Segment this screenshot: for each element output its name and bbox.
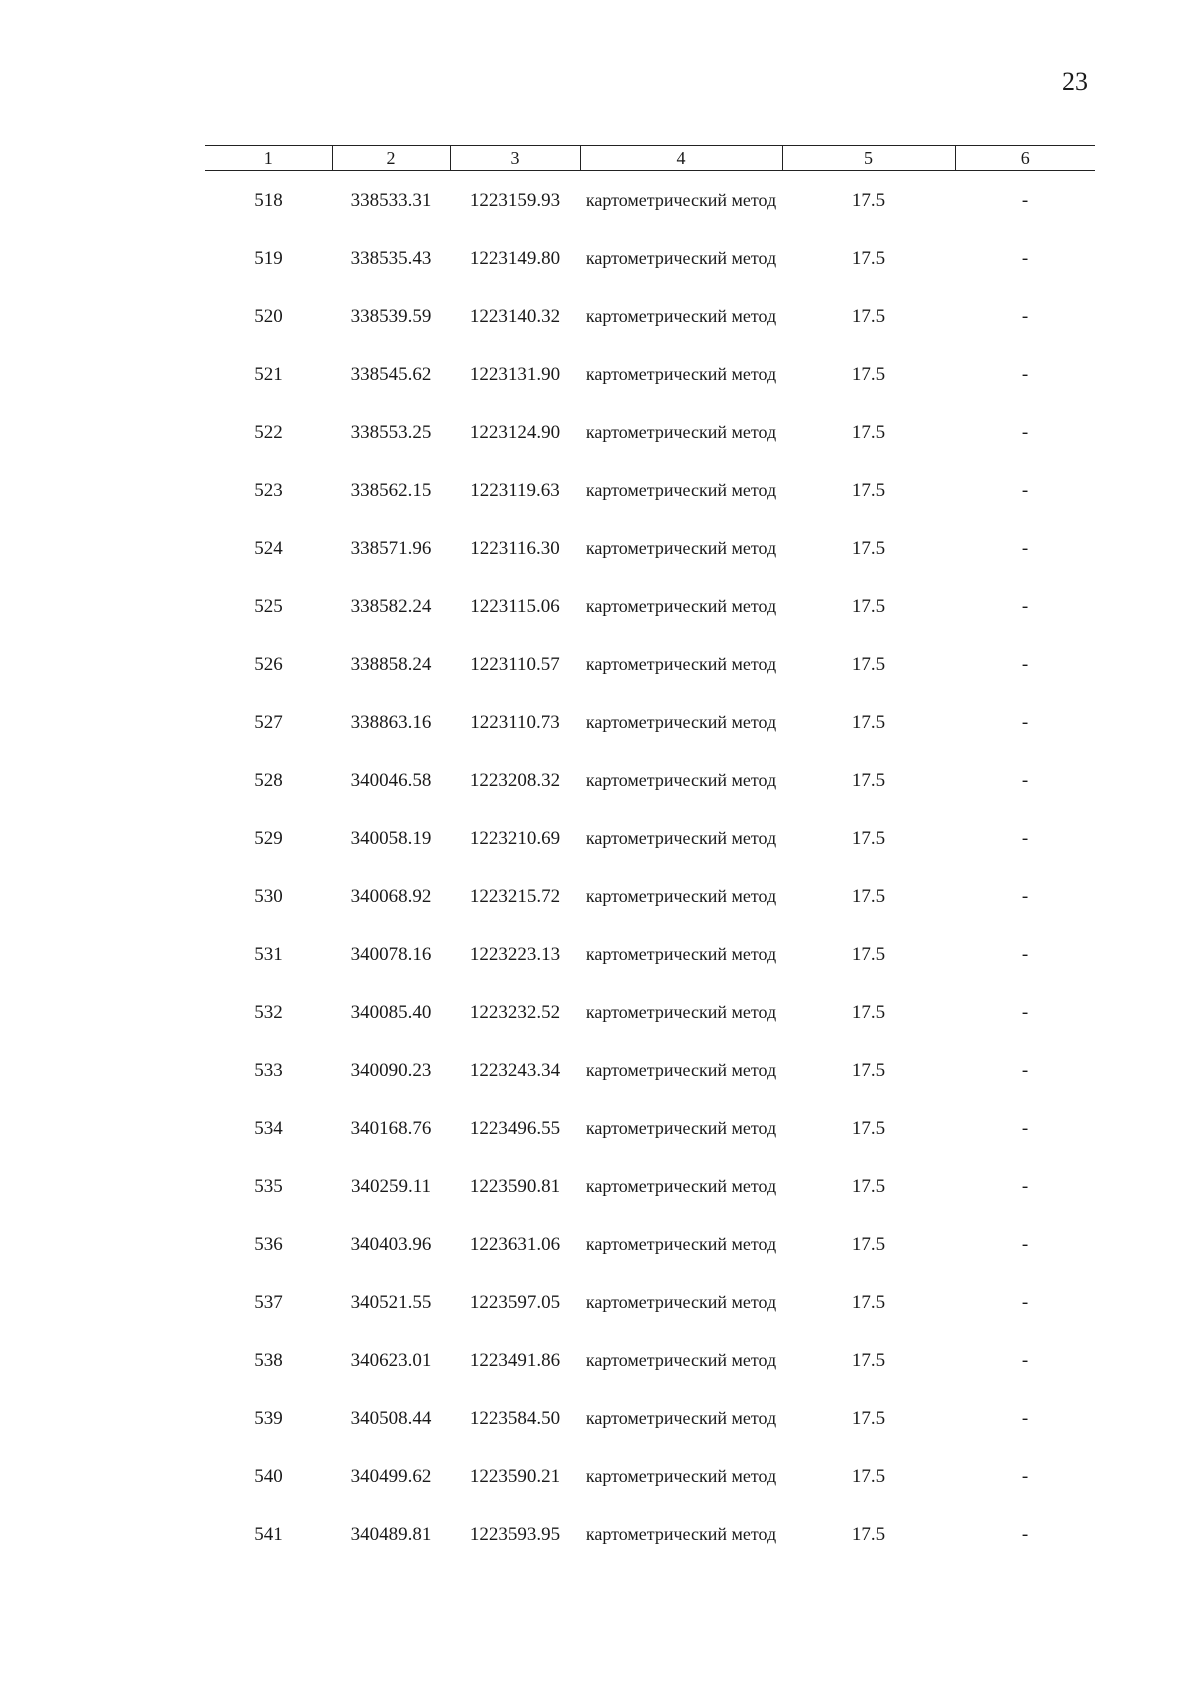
- x-coordinate-cell: 340508.44: [350, 1408, 432, 1429]
- y-coordinate-cell: 1223590.81: [469, 1176, 561, 1197]
- accuracy-cell: 17.5: [851, 538, 886, 559]
- note-cell: -: [1021, 1466, 1029, 1487]
- point-number-cell: 519: [254, 248, 283, 269]
- accuracy-cell: 17.5: [851, 190, 886, 211]
- y-coordinate-cell: 1223223.13: [469, 944, 561, 965]
- method-cell: картометрический метод: [585, 1292, 777, 1312]
- note-cell: -: [1021, 1060, 1029, 1081]
- x-coordinate-cell: 340499.62: [350, 1466, 432, 1487]
- x-coordinate-cell: 340090.23: [350, 1060, 432, 1081]
- x-coordinate-cell: 338533.31: [350, 190, 432, 211]
- table-row: [205, 1175, 1095, 1233]
- point-number-cell: 536: [254, 1234, 283, 1255]
- column-header: 2: [332, 146, 450, 171]
- table-row: [205, 1059, 1095, 1117]
- table-row: [205, 1001, 1095, 1059]
- x-coordinate-cell: 338863.16: [350, 712, 432, 733]
- method-cell: картометрический метод: [585, 596, 777, 616]
- y-coordinate-cell: 1223110.73: [470, 712, 560, 733]
- note-cell: -: [1021, 538, 1029, 559]
- method-cell: картометрический метод: [585, 712, 777, 732]
- note-cell: -: [1021, 828, 1029, 849]
- point-number-cell: 521: [254, 364, 283, 385]
- accuracy-cell: 17.5: [851, 1466, 886, 1487]
- accuracy-cell: 17.5: [851, 944, 886, 965]
- column-header: 3: [450, 146, 580, 171]
- accuracy-cell: 17.5: [851, 596, 886, 617]
- note-cell: -: [1021, 944, 1029, 965]
- accuracy-cell: 17.5: [851, 1350, 886, 1371]
- point-number-cell: 535: [254, 1176, 283, 1197]
- method-cell: картометрический метод: [585, 1408, 777, 1428]
- column-header: 1: [205, 146, 332, 171]
- accuracy-cell: 17.5: [851, 886, 886, 907]
- x-coordinate-cell: 340078.16: [350, 944, 432, 965]
- point-number-cell: 539: [254, 1408, 283, 1429]
- point-number-cell: 527: [254, 712, 283, 733]
- table-row: [205, 421, 1095, 479]
- x-coordinate-cell: 340085.40: [350, 1002, 432, 1023]
- accuracy-cell: 17.5: [851, 770, 886, 791]
- point-number-cell: 533: [254, 1060, 283, 1081]
- accuracy-cell: 17.5: [851, 1524, 886, 1545]
- y-coordinate-cell: 1223584.50: [469, 1408, 561, 1429]
- column-header: 5: [782, 146, 955, 171]
- accuracy-cell: 17.5: [851, 364, 886, 385]
- note-cell: -: [1021, 1002, 1029, 1023]
- point-number-cell: 526: [254, 654, 283, 675]
- x-coordinate-cell: 338535.43: [350, 248, 432, 269]
- table-row: [205, 479, 1095, 537]
- table-row: [205, 171, 1095, 248]
- accuracy-cell: 17.5: [851, 1002, 886, 1023]
- table-row: [205, 363, 1095, 421]
- method-cell: картометрический метод: [585, 480, 777, 500]
- note-cell: -: [1021, 364, 1029, 385]
- x-coordinate-cell: 338582.24: [350, 596, 432, 617]
- y-coordinate-cell: 1223131.90: [469, 364, 561, 385]
- note-cell: -: [1021, 1292, 1029, 1313]
- table-row: [205, 827, 1095, 885]
- accuracy-cell: 17.5: [851, 1234, 886, 1255]
- y-coordinate-cell: 1223140.32: [469, 306, 561, 327]
- y-coordinate-cell: 1223631.06: [469, 1234, 561, 1255]
- note-cell: -: [1021, 1350, 1029, 1371]
- method-cell: картометрический метод: [585, 1466, 777, 1486]
- coordinates-table: [205, 145, 1095, 1581]
- x-coordinate-cell: 340046.58: [350, 770, 432, 791]
- note-cell: -: [1021, 1524, 1029, 1545]
- method-cell: картометрический метод: [585, 654, 777, 674]
- accuracy-cell: 17.5: [851, 248, 886, 269]
- y-coordinate-cell: 1223115.06: [470, 596, 560, 617]
- table-row: [205, 595, 1095, 653]
- column-header: 6: [955, 146, 1095, 171]
- x-coordinate-cell: 340058.19: [350, 828, 432, 849]
- point-number-cell: 528: [254, 770, 283, 791]
- method-cell: картометрический метод: [585, 248, 777, 268]
- x-coordinate-cell: 340068.92: [350, 886, 432, 907]
- method-cell: картометрический метод: [585, 190, 777, 210]
- note-cell: -: [1021, 1234, 1029, 1255]
- y-coordinate-cell: 1223119.63: [470, 480, 560, 501]
- page-number: 23: [1062, 67, 1088, 96]
- note-cell: -: [1021, 1118, 1029, 1139]
- method-cell: картометрический метод: [585, 1060, 777, 1080]
- x-coordinate-cell: 340259.11: [350, 1176, 432, 1197]
- table-row: [205, 1407, 1095, 1465]
- column-header: 4: [580, 146, 782, 171]
- point-number-cell: 525: [254, 596, 283, 617]
- y-coordinate-cell: 1223491.86: [469, 1350, 561, 1371]
- note-cell: -: [1021, 422, 1029, 443]
- x-coordinate-cell: 338553.25: [350, 422, 432, 443]
- point-number-cell: 541: [254, 1524, 283, 1545]
- accuracy-cell: 17.5: [851, 306, 886, 327]
- table-row: [205, 1291, 1095, 1349]
- accuracy-cell: 17.5: [851, 828, 886, 849]
- note-cell: -: [1021, 480, 1029, 501]
- method-cell: картометрический метод: [585, 538, 777, 558]
- y-coordinate-cell: 1223215.72: [469, 886, 561, 907]
- x-coordinate-cell: 338545.62: [350, 364, 432, 385]
- point-number-cell: 540: [254, 1466, 283, 1487]
- note-cell: -: [1021, 770, 1029, 791]
- point-number-cell: 538: [254, 1350, 283, 1371]
- method-cell: картометрический метод: [585, 944, 777, 964]
- table-row: [205, 1465, 1095, 1523]
- table-row: [205, 1117, 1095, 1175]
- y-coordinate-cell: 1223496.55: [469, 1118, 561, 1139]
- note-cell: -: [1021, 248, 1029, 269]
- point-number-cell: 524: [254, 538, 283, 559]
- method-cell: картометрический метод: [585, 1524, 777, 1544]
- note-cell: -: [1021, 1408, 1029, 1429]
- accuracy-cell: 17.5: [851, 1060, 886, 1081]
- y-coordinate-cell: 1223110.57: [470, 654, 560, 675]
- table-row: [205, 1233, 1095, 1291]
- point-number-cell: 529: [254, 828, 283, 849]
- x-coordinate-cell: 338539.59: [350, 306, 432, 327]
- y-coordinate-cell: 1223124.90: [469, 422, 561, 443]
- point-number-cell: 530: [254, 886, 283, 907]
- note-cell: -: [1021, 654, 1029, 675]
- point-number-cell: 523: [254, 480, 283, 501]
- table-row: [205, 305, 1095, 363]
- method-cell: картометрический метод: [585, 306, 777, 326]
- point-number-cell: 531: [254, 944, 283, 965]
- table-row: [205, 711, 1095, 769]
- method-cell: картометрический метод: [585, 828, 777, 848]
- y-coordinate-cell: 1223597.05: [469, 1292, 561, 1313]
- accuracy-cell: 17.5: [851, 1408, 886, 1429]
- table-row: [205, 943, 1095, 1001]
- y-coordinate-cell: 1223243.34: [469, 1060, 561, 1081]
- accuracy-cell: 17.5: [851, 1292, 886, 1313]
- x-coordinate-cell: 338571.96: [350, 538, 432, 559]
- x-coordinate-cell: 340403.96: [350, 1234, 432, 1255]
- x-coordinate-cell: 340623.01: [350, 1350, 432, 1371]
- table-row: [205, 653, 1095, 711]
- accuracy-cell: 17.5: [851, 422, 886, 443]
- y-coordinate-cell: 1223116.30: [470, 538, 560, 559]
- point-number-cell: 537: [254, 1292, 283, 1313]
- x-coordinate-cell: 338858.24: [350, 654, 432, 675]
- method-cell: картометрический метод: [585, 1176, 777, 1196]
- y-coordinate-cell: 1223210.69: [469, 828, 561, 849]
- y-coordinate-cell: 1223159.93: [469, 190, 561, 211]
- method-cell: картометрический метод: [585, 1350, 777, 1370]
- method-cell: картометрический метод: [585, 1002, 777, 1022]
- method-cell: картометрический метод: [585, 1234, 777, 1254]
- accuracy-cell: 17.5: [851, 1176, 886, 1197]
- table-row: [205, 1523, 1095, 1581]
- table-header-row: [205, 146, 1095, 171]
- note-cell: -: [1021, 190, 1029, 211]
- accuracy-cell: 17.5: [851, 480, 886, 501]
- point-number-cell: 534: [254, 1118, 283, 1139]
- note-cell: -: [1021, 306, 1029, 327]
- method-cell: картометрический метод: [585, 886, 777, 906]
- note-cell: -: [1021, 1176, 1029, 1197]
- method-cell: картометрический метод: [585, 364, 777, 384]
- method-cell: картометрический метод: [585, 422, 777, 442]
- x-coordinate-cell: 340521.55: [350, 1292, 432, 1313]
- point-number-cell: 522: [254, 422, 283, 443]
- y-coordinate-cell: 1223593.95: [469, 1524, 561, 1545]
- y-coordinate-cell: 1223232.52: [469, 1002, 561, 1023]
- table-row: [205, 537, 1095, 595]
- x-coordinate-cell: 340168.76: [350, 1118, 432, 1139]
- accuracy-cell: 17.5: [851, 712, 886, 733]
- x-coordinate-cell: 340489.81: [350, 1524, 432, 1545]
- x-coordinate-cell: 338562.15: [350, 480, 432, 501]
- method-cell: картометрический метод: [585, 1118, 777, 1138]
- table-row: [205, 1349, 1095, 1407]
- note-cell: -: [1021, 712, 1029, 733]
- accuracy-cell: 17.5: [851, 654, 886, 675]
- point-number-cell: 520: [254, 306, 283, 327]
- point-number-cell: 518: [254, 190, 283, 211]
- table-row: [205, 885, 1095, 943]
- note-cell: -: [1021, 886, 1029, 907]
- note-cell: -: [1021, 596, 1029, 617]
- y-coordinate-cell: 1223208.32: [469, 770, 561, 791]
- y-coordinate-cell: 1223590.21: [469, 1466, 561, 1487]
- table-row: [205, 769, 1095, 827]
- point-number-cell: 532: [254, 1002, 283, 1023]
- y-coordinate-cell: 1223149.80: [469, 248, 561, 269]
- accuracy-cell: 17.5: [851, 1118, 886, 1139]
- table-body: [205, 171, 1095, 1582]
- table-row: [205, 247, 1095, 305]
- method-cell: картометрический метод: [585, 770, 777, 790]
